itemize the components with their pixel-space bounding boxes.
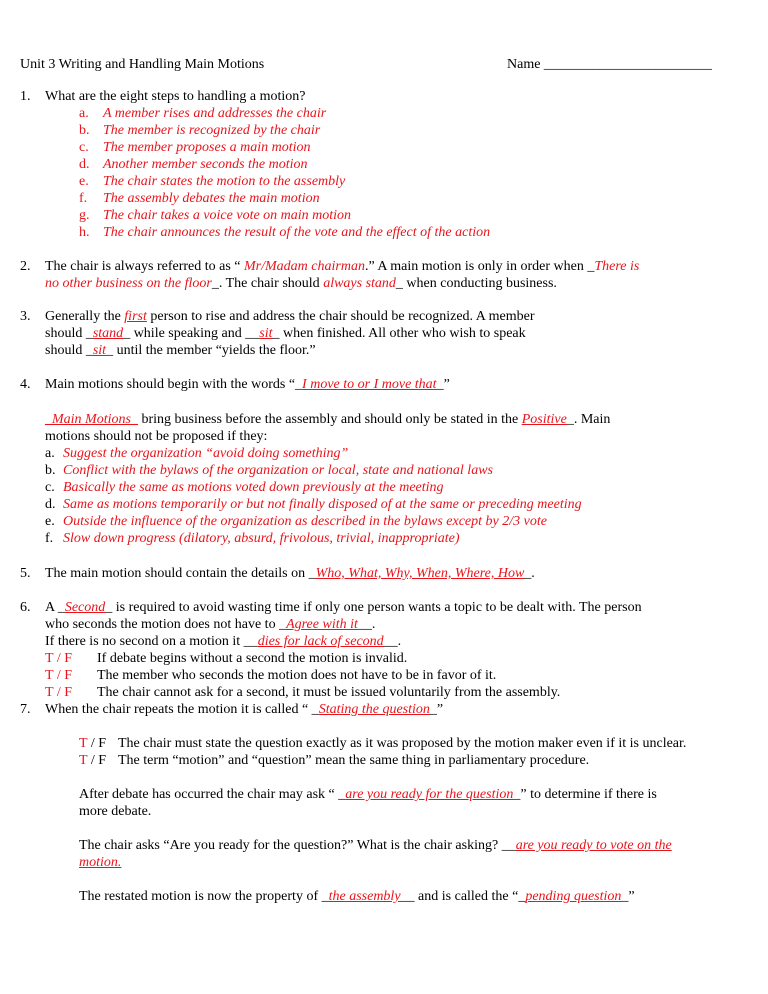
- answer-blank: motion.: [79, 855, 122, 870]
- ready-question-line-1: After debate has occurred the chair may ask “ _are you ready for the question_” to determine if there is: [79, 787, 657, 802]
- question-2-line-1: The chair is always referred to as “ Mr/Madam chairman.” A main motion is only in order when _There is: [45, 259, 640, 274]
- main-motions-line-2: motions should not be proposed if they:: [45, 429, 268, 444]
- answer-blank: the assembly: [328, 889, 401, 904]
- chair-asking-line-2: [79, 854, 121, 871]
- answer-blank: stand: [92, 326, 124, 341]
- list-answer: Suggest the organization “avoid doing something”: [63, 446, 349, 461]
- step-answer: The member proposes a main motion: [103, 140, 311, 155]
- true-false-statement: The term “motion” and “question” mean the same thing in parliamentary procedure.: [118, 753, 590, 768]
- question-6-number: 6.: [20, 600, 31, 615]
- answer-blank: are you ready to vote on the: [515, 838, 672, 853]
- step-answer: The assembly debates the main motion: [103, 191, 320, 206]
- true-false-item: T / F: [45, 668, 72, 683]
- step-letter: a.: [79, 106, 89, 121]
- worksheet-title: Unit 3 Writing and Handling Main Motions: [20, 57, 265, 72]
- answer-blank: I move to or I move that: [302, 377, 437, 392]
- name-field-label: Name ________________________: [507, 57, 712, 72]
- answer-blank: sit: [259, 326, 273, 341]
- true-false-statement: The member who seconds the motion does not have to be in favor of it.: [97, 668, 497, 683]
- question-6-line-1: A _Second_ is required to avoid wasting time if only one person wants a topic to be dealt with. The person: [45, 600, 642, 615]
- answer-blank: always stand: [323, 276, 396, 291]
- true-false-item: T / F: [45, 685, 72, 700]
- step-answer: The chair announces the result of the vote and the effect of the action: [103, 225, 491, 240]
- question-2-number: 2.: [20, 259, 31, 274]
- true-false-item: T / F: [79, 753, 106, 768]
- list-answer: Conflict with the bylaws of the organization or local, state and national laws: [63, 463, 493, 478]
- answer-blank: no other business on the floor: [45, 276, 212, 291]
- step-answer: The chair takes a voice vote on main motion: [103, 208, 352, 223]
- question-7-number: 7.: [20, 702, 31, 717]
- step-letter: b.: [79, 123, 90, 138]
- step-answer: The chair states the motion to the assembly: [103, 174, 346, 189]
- list-answer: Outside the influence of the organization as described in the bylaws except by 2/3 vote: [63, 514, 547, 529]
- list-letter: b.: [45, 463, 56, 478]
- question-3-line-2: should _stand_ while speaking and __sit_ when finished. All other who wish to speak: [45, 326, 526, 341]
- list-letter: e.: [45, 514, 55, 529]
- question-1-text: What are the eight steps to handling a motion?: [45, 89, 306, 104]
- ready-question-line-2: more debate.: [79, 804, 152, 819]
- list-answer: Basically the same as motions voted down previously at the meeting: [63, 480, 444, 495]
- list-letter: a.: [45, 446, 55, 461]
- question-1-number: 1.: [20, 89, 31, 104]
- answer-blank: Positive: [521, 412, 567, 427]
- step-answer: Another member seconds the motion: [103, 157, 308, 172]
- restated-motion-line: The restated motion is now the property of _the assembly__ and is called the “_pending question_”: [79, 889, 635, 904]
- answer-blank: first: [124, 309, 147, 324]
- step-letter: g.: [79, 208, 90, 223]
- list-letter: f.: [45, 531, 54, 546]
- question-6-line-2: who seconds the motion does not have to _Agree with it__.: [45, 617, 376, 632]
- true-false-statement: The chair must state the question exactly as it was proposed by the motion maker even if it is unclear.: [118, 736, 687, 751]
- answer-blank: are you ready for the question: [345, 787, 514, 802]
- answer-blank: Mr/Madam chairman: [244, 259, 365, 274]
- question-3-line-3: should _sit_ until the member “yields the floor.”: [45, 343, 316, 358]
- answer-blank: pending question: [525, 889, 622, 904]
- step-letter: c.: [79, 140, 89, 155]
- answer-blank: dies for lack of second: [257, 634, 384, 649]
- list-letter: d.: [45, 497, 56, 512]
- question-3-number: 3.: [20, 309, 31, 324]
- true-false-statement: The chair cannot ask for a second, it must be issued voluntarily from the assembly.: [97, 685, 561, 700]
- answer-blank: Agree with it: [286, 617, 358, 632]
- question-4-line-1: Main motions should begin with the words “_I move to or I move that_”: [45, 377, 450, 392]
- answer-blank: There is: [594, 259, 640, 274]
- answer-blank: Second: [64, 600, 106, 615]
- true-false-item: T / F: [79, 736, 106, 751]
- step-letter: f.: [79, 191, 88, 206]
- chair-asking-line-1: The chair asks “Are you ready for the question?” What is the chair asking? __are you ready to vote on the: [79, 838, 672, 853]
- list-answer: Slow down progress (dilatory, absurd, frivolous, trivial, inappropriate): [63, 531, 460, 546]
- question-2-line-2: no other business on the floor_. The chair should always stand_ when conducting business.: [45, 276, 557, 291]
- true-false-item: T / F: [45, 651, 72, 666]
- list-answer: Same as motions temporarily or but not finally disposed of at the same or preceding meeting: [63, 497, 582, 512]
- question-4-number: 4.: [20, 377, 31, 392]
- answer-blank: sit: [92, 343, 107, 358]
- answer-blank: Who, What, Why, When, Where, How: [315, 566, 525, 581]
- question-7-line: When the chair repeats the motion it is called “ _Stating the question_”: [45, 702, 444, 717]
- question-5-number: 5.: [20, 566, 31, 581]
- main-motions-line-1: _Main Motions_ bring business before the assembly and should only be stated in the Positive_. Main: [45, 412, 611, 427]
- answer-blank: _Main Motions_: [45, 412, 138, 427]
- step-answer: A member rises and addresses the chair: [103, 106, 327, 121]
- question-3-line-1: Generally the first person to rise and address the chair should be recognized. A member: [45, 309, 535, 324]
- step-letter: e.: [79, 174, 89, 189]
- list-letter: c.: [45, 480, 55, 495]
- question-6-line-3: If there is no second on a motion it __dies for lack of second__.: [45, 634, 402, 649]
- true-false-statement: If debate begins without a second the motion is invalid.: [97, 651, 408, 666]
- step-answer: The member is recognized by the chair: [103, 123, 321, 138]
- answer-blank: Stating the question: [318, 702, 430, 717]
- step-letter: h.: [79, 225, 90, 240]
- step-letter: d.: [79, 157, 90, 172]
- question-5-line: The main motion should contain the details on _Who, What, Why, When, Where, How_.: [45, 566, 535, 581]
